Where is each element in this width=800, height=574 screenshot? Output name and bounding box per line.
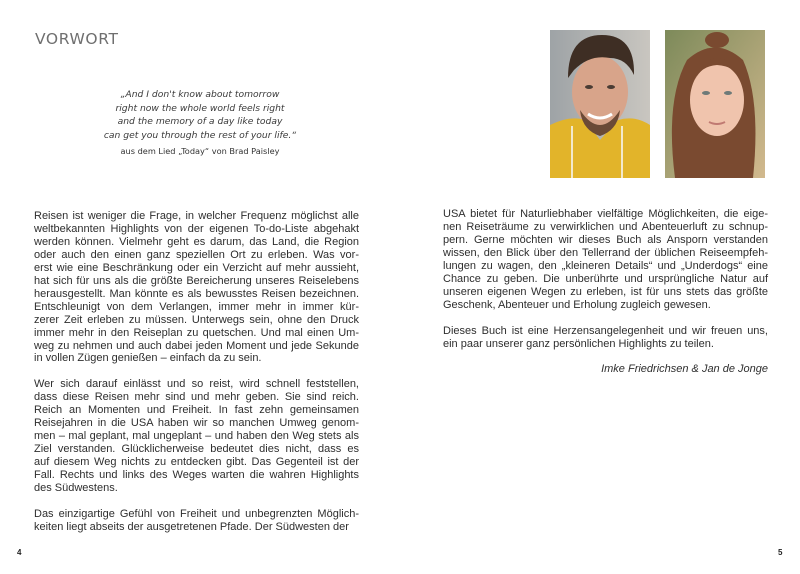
text-line: men – mal geplant, mal ungeplant – und haben den Weg stets als: [34, 430, 359, 443]
text-line: werden können. Vielmehr geht es darum, das Land, die Region: [34, 235, 359, 248]
text-line: lungen zu wagen, den „kleineren Details“ und „Underdogs“ eine: [443, 259, 768, 272]
text-line: Chance zu geben. Die unberührte und ursprüngliche Natur auf: [443, 272, 768, 285]
text-line: zerer Zeit erleben zu müssen. Unterwegs sein, ohne den Druck: [34, 313, 359, 326]
text-line: Entschleunigt von dem Verlangen, immer mehr in immer kür-: [34, 300, 359, 313]
text-line: auf diesem Weg nichts zu entdecken gibt. Das Gegenteil ist der: [34, 456, 359, 469]
quote-line: „And I don't know about tomorrow: [120, 89, 280, 100]
text-line: hat sich für uns als die größte Bereicherung unseres Reiselebens: [34, 274, 359, 287]
text-line: weg zu nehmen und auch dabei jeden Moment und jede Sekunde: [34, 339, 359, 352]
text-line: Wer sich darauf einlässt und so reist, wird schnell feststellen,: [34, 378, 359, 391]
author-signature: Imke Friedrichsen & Jan de Jonge: [601, 363, 768, 376]
text-line: wissen, den Blick über den Tellerrand der üblichen Reiseempfeh-: [443, 246, 768, 259]
text-line: Reich an Momenten und Freiheit. In fast zehn gemeinsamen: [34, 404, 359, 417]
paragraph: [443, 325, 768, 351]
page-number-left: 4: [17, 548, 22, 557]
paragraph: [443, 208, 768, 312]
right-text-column: [443, 208, 768, 376]
quote-line: can get you through the rest of your life.“: [103, 129, 297, 141]
author-photo-imke: [665, 30, 765, 178]
text-line: in vollen Zügen genießen – einfach da zu sein.: [34, 352, 262, 365]
text-line: USA bietet für Naturliebhaber vielfältige Möglichkeiten, die eige-: [443, 208, 768, 220]
text-line: ein paar unserer ganz persönlichen Highlights zu teilen.: [443, 337, 714, 350]
quote-line: right now the whole world feels right: [115, 102, 285, 114]
text-line: oder auch den einen ganz speziellen Ort zu erleben. Was vor-: [34, 248, 359, 261]
page-title: VORWORT: [35, 30, 119, 48]
paragraph: [34, 378, 359, 495]
text-line: Fall. Rechts und links des Weges warten die wahren Highlights: [34, 469, 359, 482]
text-line: weltbekannten Highlights von der eigenen To-do-Liste abgehakt: [34, 222, 359, 235]
text-line: Geschenk, Abenteuer und Erholung zugleich gewesen.: [443, 298, 711, 311]
text-line: Reisejahren in die USA haben wir so manchen Umweg genom-: [34, 417, 359, 430]
text-line: keiten liegt abseits der ausgetretenen Pfade. Der Südwesten der: [34, 520, 349, 533]
text-line: nen Reiseträume zu verwirklichen und Abenteuerluft zu schnup-: [443, 220, 768, 233]
text-line: erst wie eine Beschränkung oder ein Verzicht auf mehr aussieht,: [34, 261, 359, 274]
left-text-column: [34, 210, 359, 547]
text-line: unseren eigenen Wegen zu erleben, ist für uns stets das größte: [443, 285, 768, 298]
epigraph-quote: [100, 88, 300, 142]
page-number-right: 5: [778, 548, 783, 557]
paragraph: [34, 210, 359, 365]
text-line: des Südwestens.: [34, 482, 118, 494]
text-line: Reisen ist weniger die Frage, in welcher Frequenz möglichst alle: [34, 210, 359, 222]
paragraph: [34, 508, 359, 534]
quote-source: aus dem Lied „Today“ von Brad Paisley: [120, 146, 280, 156]
text-line: immer mehr in den Reiseplan zu quetschen. Und mal einen Um-: [34, 326, 359, 339]
quote-line: and the memory of a day like today: [117, 116, 283, 127]
author-photo-jan: [550, 30, 650, 178]
text-line: pern. Gerne möchten wir dieses Buch als Ansporn verstanden: [443, 233, 768, 246]
text-line: dass diese Reisen mehr sind und mehr geben. Sie sind reich.: [34, 391, 359, 404]
text-line: Das einzigartige Gefühl von Freiheit und unbegrenzten Möglich-: [34, 507, 359, 520]
text-line: Ziel verstanden. Glücklicherweise bedeutet dies nicht, dass es: [34, 443, 359, 456]
text-line: herausgestellt. Man könnte es als bewusstes Reisen bezeichnen.: [34, 287, 359, 300]
text-line: Dieses Buch ist eine Herzensangelegenheit und wir freuen uns,: [443, 324, 768, 337]
